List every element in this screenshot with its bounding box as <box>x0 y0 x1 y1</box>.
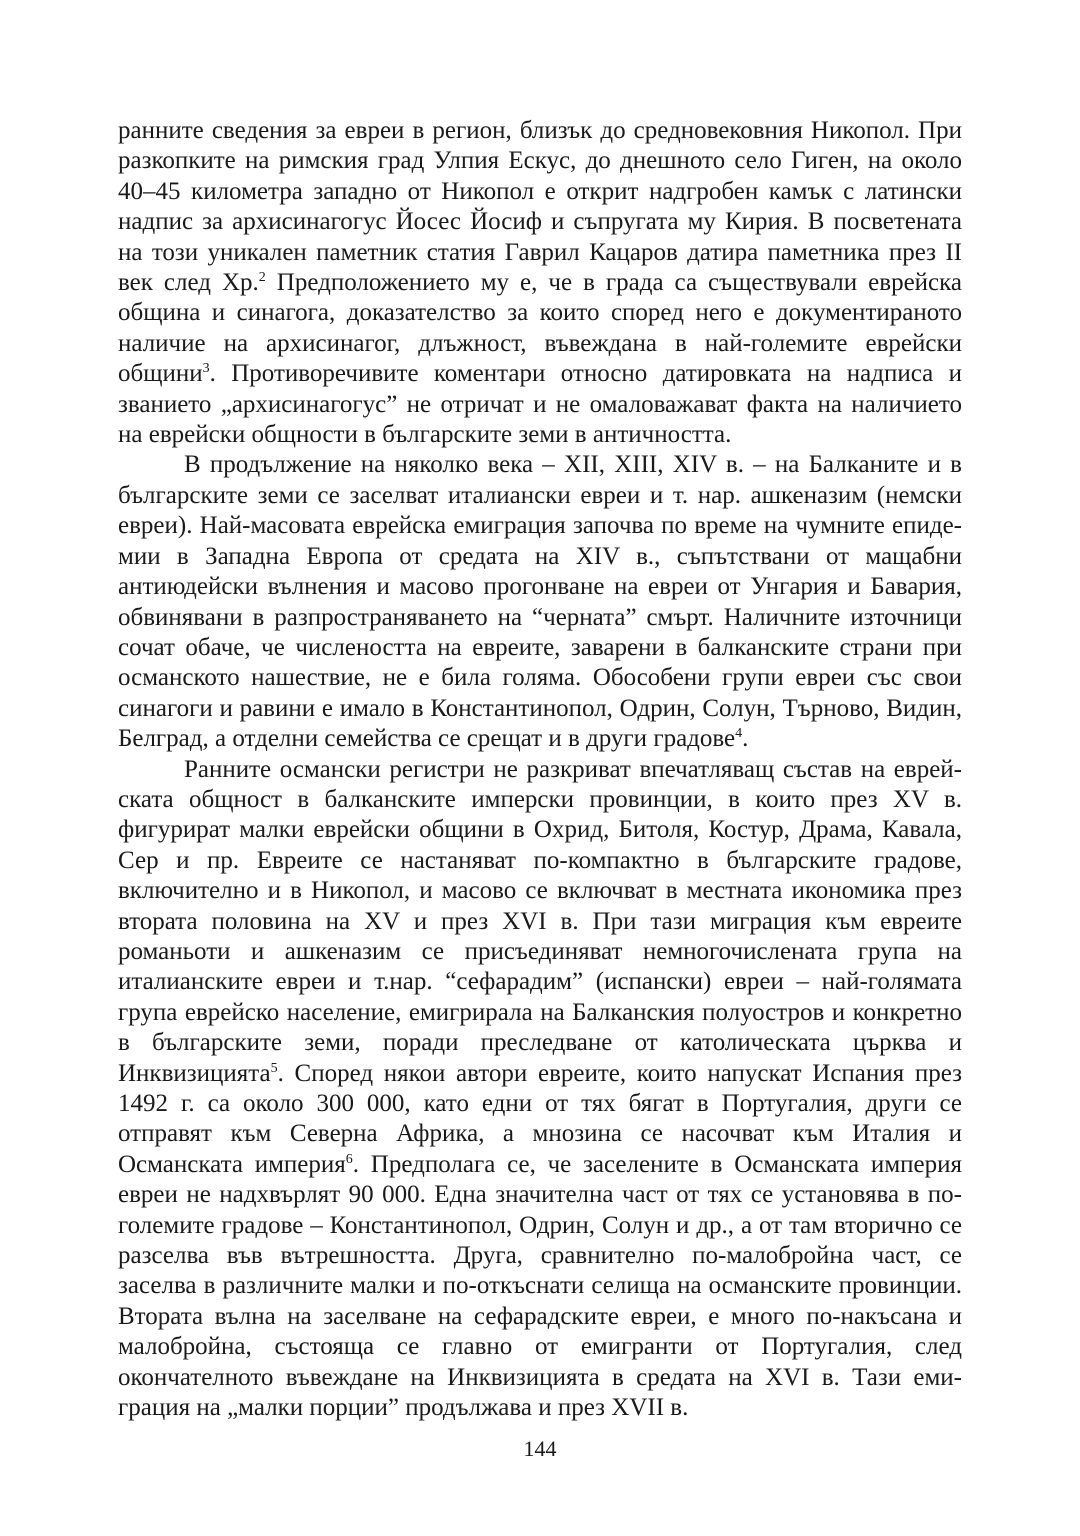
text-run: . <box>742 725 749 753</box>
body-text <box>118 116 962 1423</box>
paragraph <box>118 450 962 754</box>
page-number: 144 <box>523 1436 557 1461</box>
footnote-marker: 3 <box>202 361 210 377</box>
text-run: . Противоречивите коментари относно датировката на надписа и званието „архисинагогус” не отричат и не омаловажават факта на наличието на еврейски общности в българските земи в античността. <box>118 360 962 449</box>
text-run: Предположението му е, че в града са съществували еврейска община и синагога, доказателство за които според него е документираното наличие на архисинагог, длъжност, въвеждана в най-големите еврейски общини <box>118 269 962 388</box>
paragraph <box>118 755 962 1424</box>
text-run: Ранните османски регистри не разкриват впечатляващ състав на еврейската общност в балканските имперски провинции, в които през XV в. фигурират малки еврейски общини в Охрид, Битоля, Костур, Драма, Кавала, Сер и пр. Евреите се настаняват по-компактно в българските градове, включително и в Никопол, и масово се включват в местната икономика през втората половина на XV и през XVI в. При тази миграция към евреите романьоти и ашкеназим се присъединяват немногочислената група на италианските евреи и т.нар. “сефарадим” (испански) евреи – най-голямата група еврейско население, емигрирала на Балканския полуостров и конкретно в българските земи, поради преследване от католическата църква и Инквизицията <box>118 755 962 1087</box>
text-run: . Според някои автори евреите, които напускат Испания през 1492 г. са около 300 000, като едни от тях бягат в Португалия, други се отправят към Северна Африка, а мнозина се насочват към Италия и Османската империя <box>118 1059 962 1178</box>
footnote-marker: 6 <box>345 1151 353 1167</box>
paragraph <box>118 116 962 450</box>
footnote-marker: 2 <box>258 270 266 286</box>
text-run: В продължение на няколко века – XII, XIII, XIV в. – на Балканите и в българските земи се заселват италиански евреи и т. нар. ашкеназим (немски евреи). Най-масовата еврейска емиграция започва по време на чумните епидемии в Западна Европа от средата на XIV в., съпътствани от мащабни антиюдейски вълнения и масово прогонване на евреи от Унгария и Бавария, обвинявани в разпространяването на “черната” смърт. Наличните източници сочат обаче, че числеността на евреите, заварени в балканските страни при османското нашествие, не е била голяма. Обособени групи евреи със свои синагоги и равини е имало в Константинопол, Одрин, Солун, Търново, Видин, Белград, а отделни семейства се срещат и в други градове <box>118 451 962 753</box>
footnote-marker: 4 <box>735 726 743 742</box>
text-run: . Предполага се, че заселените в Османската империя евреи не надхвърлят 90 000. Една значителна част от тях се установява в по-големите градове – Константинопол, Одрин, Солун и др., а от там вторично се разселва във вътрешността. Друга, сравнително по-малобройна част, се заселва в различните малки и по-откъснати селища на османските провинции. Втората вълна на заселване на сефарадските евреи, е много по-накъсана и малобройна, състояща се главно от емигранти от Португалия, след окончателното въвеждане на Инквизицията в средата на XVI в. Тази емиграция на „малки порции” продължава и през XVII в. <box>118 1150 962 1422</box>
text-run: ранните сведения за евреи в регион, близък до средновековния Никопол. При разкопките на римския град Улпия Ескус, до днешното село Гиген, на около 40–45 километра западно от Никопол е открит надгробен камък с латински надпис за архисинагогус Йосес Йосиф и съпругата му Кирия. В посветената на този уникален паметник статия Гаврил Кацаров датира паметника през II век след Хр. <box>118 117 962 297</box>
footnote-marker: 5 <box>270 1060 278 1076</box>
